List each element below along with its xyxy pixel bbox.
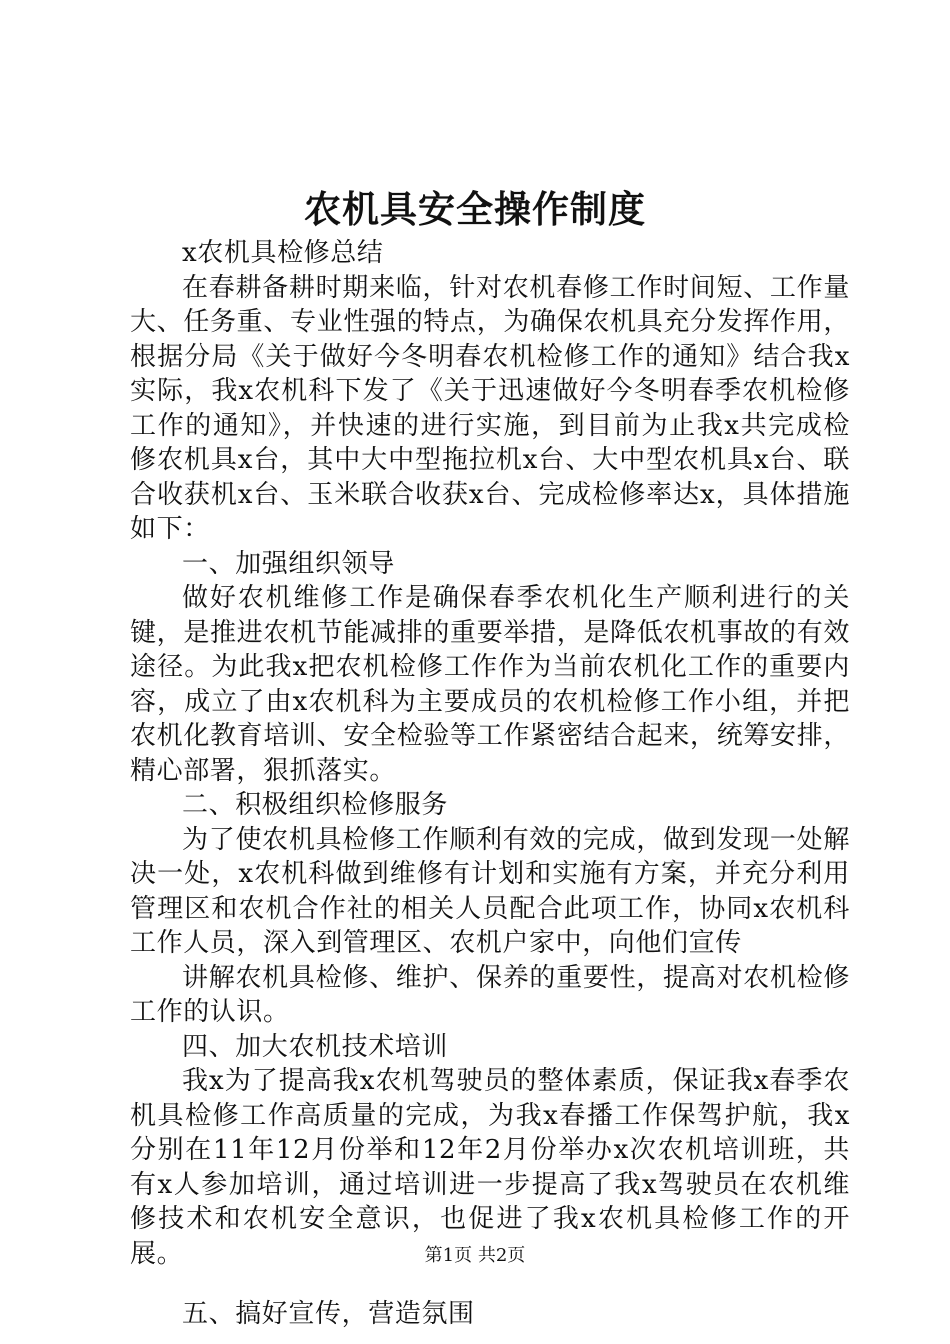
body-paragraph: 讲解农机具检修、维护、保养的重要性，提高对农机检修工作的认识。 bbox=[130, 962, 850, 1027]
body-paragraph: 我x为了提高我x农机驾驶员的整体素质，保证我x春季农机具检修工作高质量的完成，为我x春播工作保驾护航，我x分别在11年12月份举和12年2月份举办x次农机培训班，共有x人参加培训，通过培训进一步提高了我x驾驶员在农机维修技术和农机安全意识，也促进了我x农机具检修工作的开展。 bbox=[130, 1066, 850, 1269]
section-heading-1: 一、加强组织领导 bbox=[182, 548, 395, 579]
body-paragraph: 为了使农机具检修工作顺利有效的完成，做到发现一处解决一处，x农机科做到维修有计划和实施有方案，并充分利用管理区和农机合作社的相关人员配合此项工作，协同x农机科工作人员，深入到管理区、农机户家中，向他们宣传 bbox=[130, 824, 850, 958]
subtitle-paragraph: x农机具检修总结 bbox=[182, 238, 384, 268]
document-body bbox=[130, 236, 850, 1332]
body-paragraph: 做好农机维修工作是确保春季农机化生产顺利进行的关键，是推进农机节能减排的重要举措，是降低农机事故的有效途径。为此我x把农机检修工作作为当前农机化工作的重要内容，成立了由x农机科为主要成员的农机检修工作小组，并把农机化教育培训、安全检验等工作紧密结合起来，统筹安排，精心部署，狠抓落实。 bbox=[130, 583, 850, 786]
section-heading-2: 二、积极组织检修服务 bbox=[182, 790, 449, 820]
section-heading-4: 四、加大农机技术培训 bbox=[182, 1031, 449, 1062]
page-number-footer: 第1页 共2页 bbox=[424, 1245, 526, 1266]
section-heading-5: 五、搞好宣传，营造氛围 bbox=[182, 1299, 475, 1329]
body-paragraph: 在春耕备耕时期来临，针对农机春修工作时间短、工作量大、任务重、专业性强的特点，为确保农机具充分发挥作用，根据分局《关于做好今冬明春农机检修工作的通知》结合我x实际，我x农机科下发了《关于迅速做好今冬明春季农机检修工作的通知》，并快速的进行实施，到目前为止我x共完成检修农机具x台，其中大中型拖拉机x台、大中型农机具x台、联合收获机x台、玉米联合收获x台、完成检修率达x，具体措施如下： bbox=[130, 272, 850, 544]
document-title: 农机具安全操作制度 bbox=[304, 187, 646, 231]
